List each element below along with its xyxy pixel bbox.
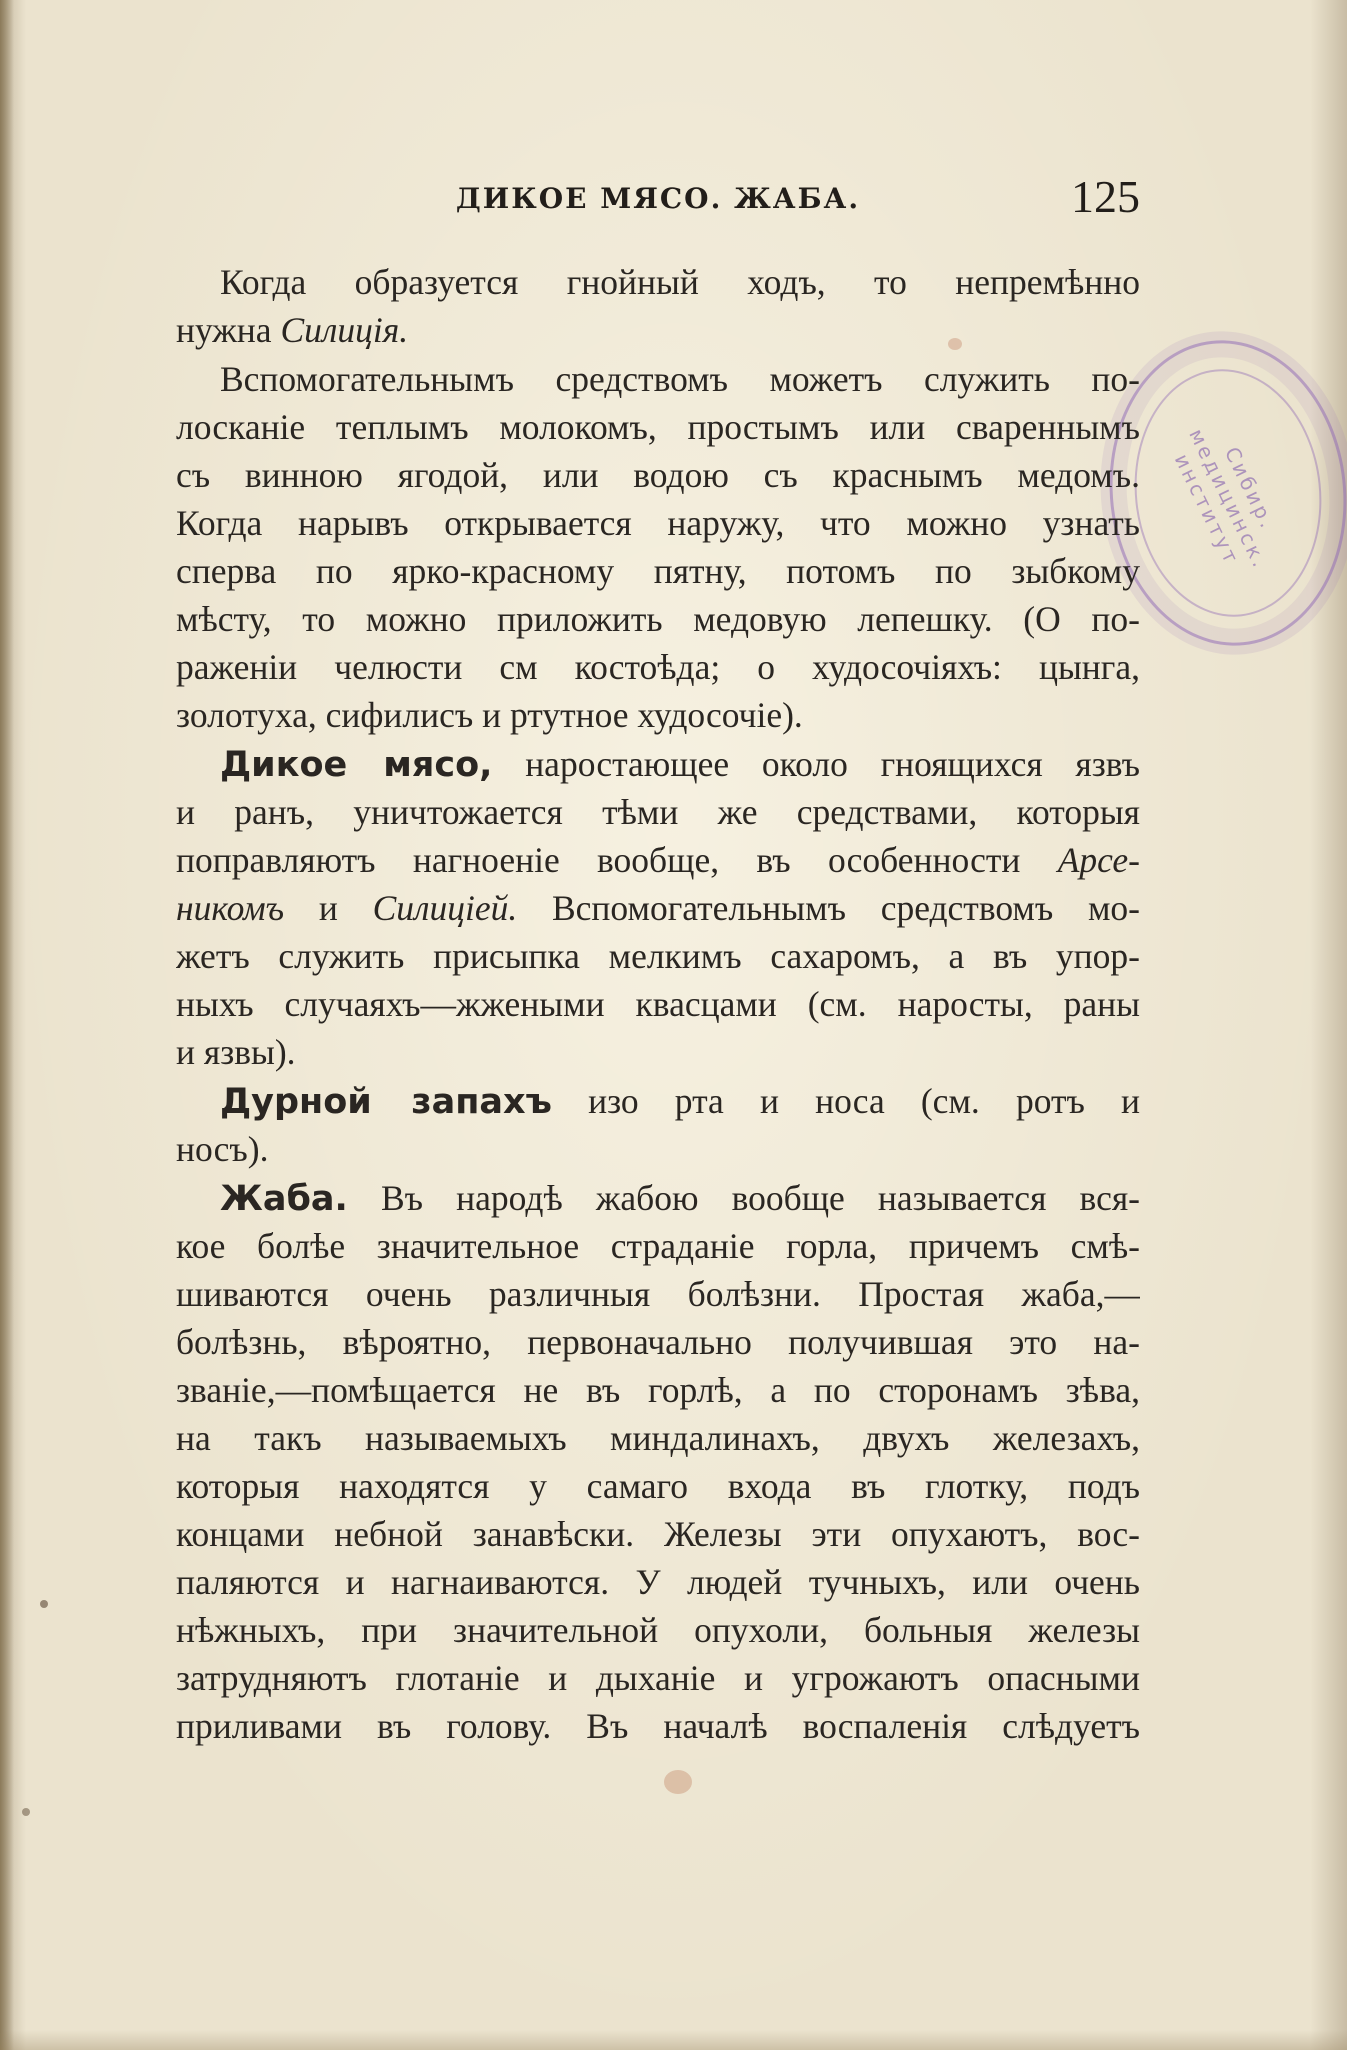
text-line: Когда образуется гнойный ходъ, то непремѣнно [220,262,1140,302]
body-text [176,258,1140,1750]
text-line: съ винною ягодой, или водою съ краснымъ медомъ. [176,455,1140,495]
text-line-part: и [284,888,373,928]
italic-term: Силиція. [280,310,409,350]
text-line [176,1077,1140,1125]
italic-term: Силиціей. [372,888,518,928]
text-line: сперва по ярко-красному пятну, потомъ по зыбкому [176,551,1140,591]
paragraph [176,1174,1140,1750]
text-line: кое болѣе значительное страданіе горла, причемъ смѣ- [176,1226,1140,1266]
text-line: затрудняютъ глотаніе и дыханіе и угрожаютъ опасными [176,1658,1140,1698]
library-stamp-text: Сибир. медицинск. институт [1169,424,1281,574]
text-line: раженіи челюсти см костоѣда; о худосочіяхъ: цынга, [176,647,1140,687]
ink-speck [40,1600,48,1608]
text-line: на такъ называемыхъ миндалинахъ, двухъ железахъ, [176,1418,1140,1458]
text-line-part: нужна [176,310,281,350]
text-line: паляются и нагнаиваются. У людей тучныхъ, или очень [176,1562,1140,1602]
page-shadow-bottom [0,2030,1347,2050]
text-line: золотуха, сифилисъ и ртутное худосочіе). [176,695,803,735]
text-line: и ранъ, уничтожается тѣми же средствами, которыя [176,792,1140,832]
page-number: 125 [1071,171,1140,222]
text-line: мѣсту, то можно приложить медовую лепешку. (О по- [176,599,1140,639]
italic-term: никомъ [176,888,285,928]
text-line [176,1174,1140,1222]
paragraph [176,740,1140,1076]
paragraph [176,355,1140,739]
foxing-spot [664,1770,692,1794]
text-line-part: Вспомогательнымъ средствомъ мо- [517,888,1140,928]
text-line-part: наростающее около гноящихся язвъ [525,744,1140,784]
text-line: концами небной занавѣски. Железы эти опухаютъ, вос- [176,1514,1140,1554]
paragraph [176,258,1140,354]
text-line: нѣжныхъ, при значительной опухоли, больныя железы [176,1610,1140,1650]
text-line: шиваются очень различныя болѣзни. Простая жаба,— [176,1274,1140,1314]
running-head-title: ДИКОЕ МЯСО. ЖАБА. [455,182,861,215]
paragraph [176,1077,1140,1173]
text-line: лосканіе теплымъ молокомъ, простымъ или свареннымъ [176,407,1140,447]
text-line [176,306,1140,354]
text-line: званіе,—помѣщается не въ горлѣ, а по сторонамъ зѣва, [176,1370,1140,1410]
italic-term: Арсе- [1057,840,1140,880]
text-line: и язвы). [176,1032,296,1072]
text-line: носъ). [176,1129,269,1169]
text-line: жетъ служить присыпка мелкимъ сахаромъ, а въ упор- [176,936,1140,976]
text-line: приливами въ голову. Въ началѣ воспаленія слѣдуетъ [176,1706,1140,1746]
entry-heading: Жаба. [220,1179,348,1219]
text-line: Вспомогательнымъ средствомъ можетъ служить по- [220,359,1140,399]
text-line-part: изо рта и носа (см. ротъ и [588,1081,1140,1121]
text-line [176,740,1140,788]
page-shadow-left [0,0,14,2050]
text-line [176,884,1140,932]
entry-heading: Дурной запахъ [220,1082,552,1122]
text-line: которыя находятся у самаго входа въ глотку, подъ [176,1466,1140,1506]
text-line: болѣзнь, вѣроятно, первоначально получившая это на- [176,1322,1140,1362]
text-line [176,836,1140,884]
text-line-part: Въ народѣ жабою вообще называется вся- [380,1178,1140,1218]
running-head [176,170,1140,230]
entry-heading: Дикое мясо, [220,745,493,785]
ink-speck [22,1808,30,1816]
text-line: Когда нарывъ открывается наружу, что можно узнать [176,503,1140,543]
text-line-part: поправляютъ нагноеніе вообще, въ особенности [176,840,1058,880]
text-line: ныхъ случаяхъ—жжеными квасцами (см. наросты, раны [176,984,1140,1024]
